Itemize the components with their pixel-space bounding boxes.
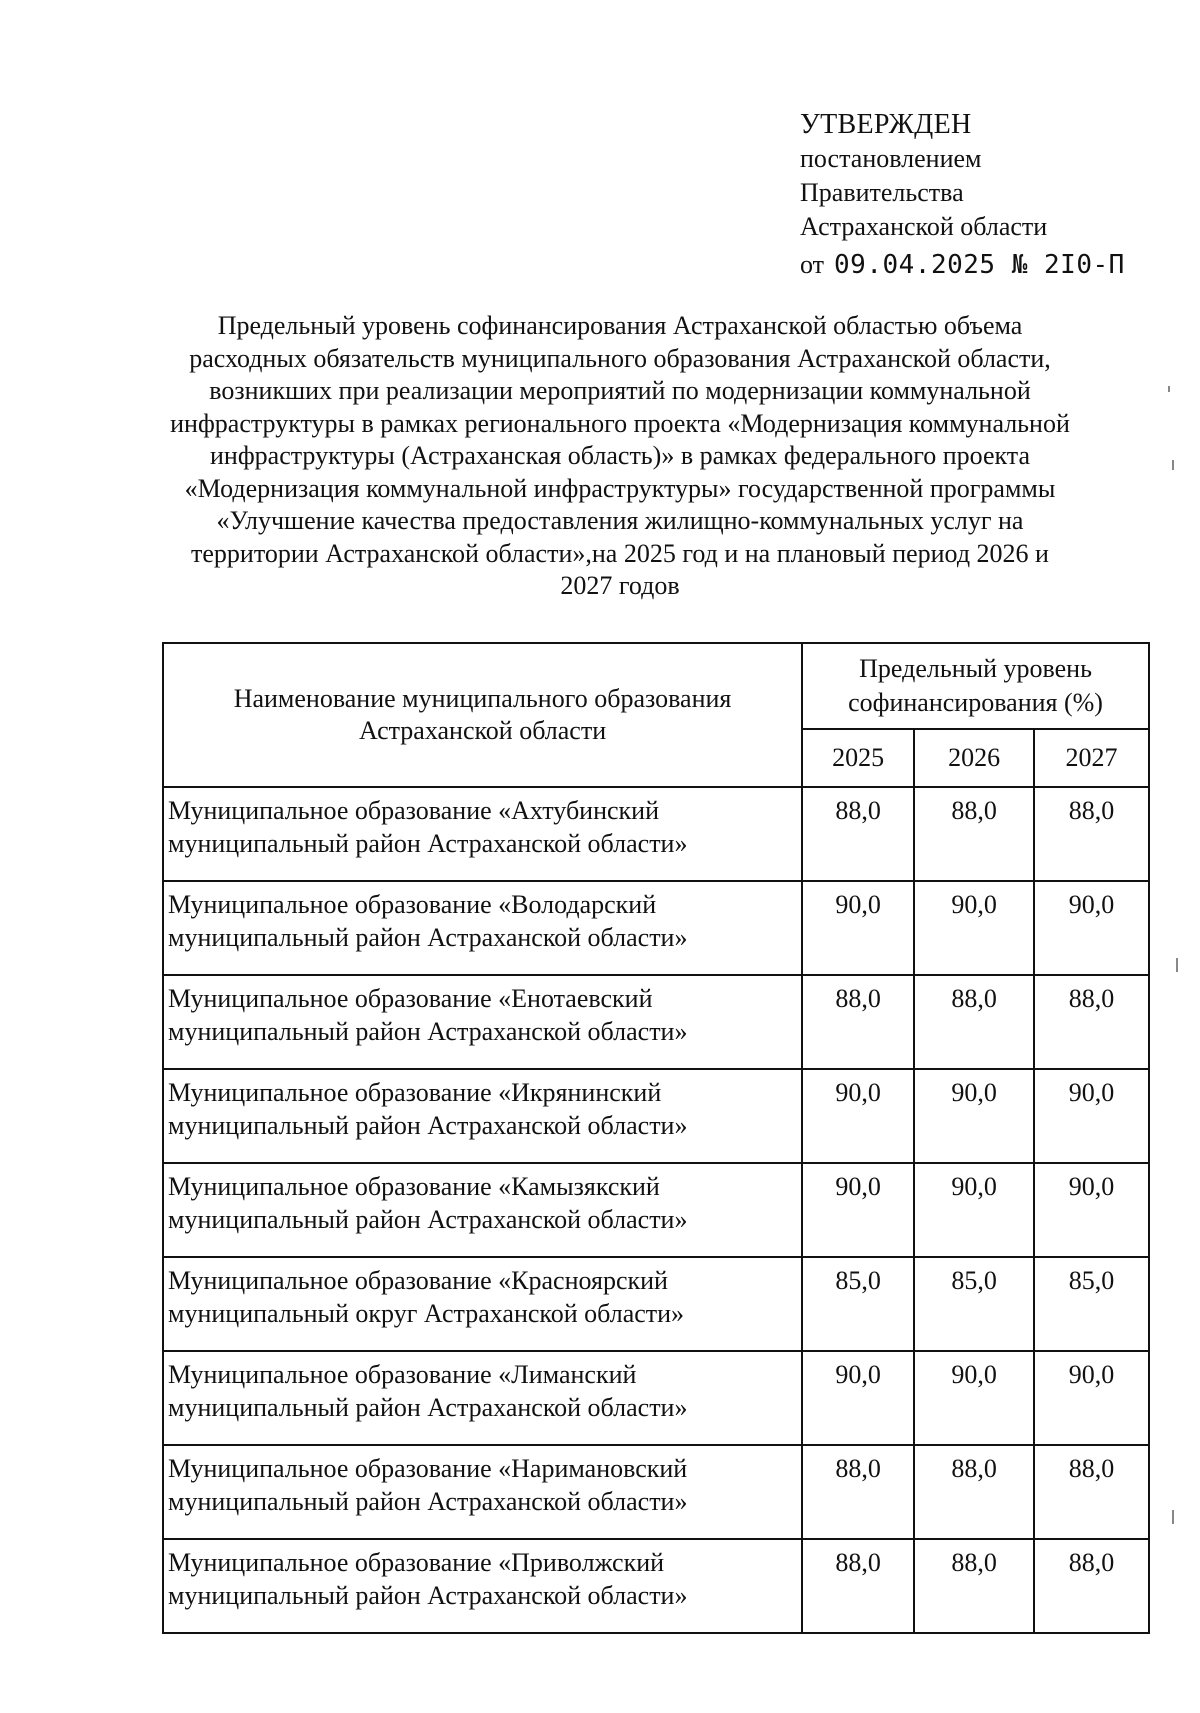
table-row xyxy=(163,1257,1149,1351)
table-row xyxy=(163,1069,1149,1163)
cofinancing-value-2026: 90,0 xyxy=(914,881,1034,975)
cofinancing-table xyxy=(162,642,1150,1634)
scan-speck xyxy=(1172,1510,1174,1524)
cofinancing-value-2025: 88,0 xyxy=(802,1445,914,1539)
decree-date-number: 09.04.2025 № 2I0-П xyxy=(834,250,1125,280)
cofinancing-value-2026: 90,0 xyxy=(914,1351,1034,1445)
year-header-2027: 2027 xyxy=(1034,729,1149,787)
cofinancing-level-header: Предельный уровень софинансирования (%) xyxy=(802,643,1149,729)
cofinancing-value-2025: 85,0 xyxy=(802,1257,914,1351)
cofinancing-value-2025: 88,0 xyxy=(802,787,914,881)
approval-line-2: Правительства xyxy=(800,178,964,207)
cofinancing-value-2025: 90,0 xyxy=(802,881,914,975)
cofinancing-value-2026: 88,0 xyxy=(914,787,1034,881)
cofinancing-value-2026: 88,0 xyxy=(914,975,1034,1069)
table-row xyxy=(163,1351,1149,1445)
municipality-name: Муниципальное образование «Приволжский муниципальный район Астраханской области» xyxy=(163,1539,802,1633)
table-body xyxy=(163,787,1149,1633)
cofinancing-value-2027: 88,0 xyxy=(1034,1445,1149,1539)
cofinancing-value-2026: 90,0 xyxy=(914,1069,1034,1163)
year-header-2026: 2026 xyxy=(914,729,1034,787)
table-row xyxy=(163,1163,1149,1257)
cofinancing-value-2027: 90,0 xyxy=(1034,1069,1149,1163)
municipality-name: Муниципальное образование «Икрянинский муниципальный район Астраханской области» xyxy=(163,1069,802,1163)
municipality-name: Муниципальное образование «Лиманский муниципальный район Астраханской области» xyxy=(163,1351,802,1445)
approval-line-1: постановлением xyxy=(800,144,982,173)
cofinancing-value-2027: 85,0 xyxy=(1034,1257,1149,1351)
cofinancing-value-2025: 90,0 xyxy=(802,1069,914,1163)
table-row xyxy=(163,1539,1149,1633)
scan-speck xyxy=(1172,460,1174,470)
municipality-name: Муниципальное образование «Красноярский муниципальный округ Астраханской области» xyxy=(163,1257,802,1351)
scan-speck xyxy=(1176,958,1178,972)
cofinancing-value-2025: 90,0 xyxy=(802,1351,914,1445)
document-title: Предельный уровень софинансирования Астраханской областью объема расходных обязательств муниципального образования Астраханской области, возникших при реализации мероприятий по модернизации коммунальной инфраструктуры в рамках регионального проекта «Модернизация коммунальной инфраструктуры (Астраханская область)» в рамках федерального проекта «Модернизация коммунальной инфраструктуры» государственной программы «Улучшение качества предоставления жилищно-коммунальных услуг на территории Астраханской области»,на 2025 год и на плановый период 2026 и 2027 годов xyxy=(170,311,1070,600)
cofinancing-value-2027: 90,0 xyxy=(1034,881,1149,975)
municipality-column-header: Наименование муниципального образования Астраханской области xyxy=(163,643,802,787)
cofinancing-value-2026: 85,0 xyxy=(914,1257,1034,1351)
municipality-name: Муниципальное образование «Володарский муниципальный район Астраханской области» xyxy=(163,881,802,975)
municipality-name: Муниципальное образование «Енотаевский муниципальный район Астраханской области» xyxy=(163,975,802,1069)
cofinancing-value-2025: 90,0 xyxy=(802,1163,914,1257)
date-prefix: от xyxy=(800,250,825,279)
approval-date-line xyxy=(800,248,1125,282)
table-row xyxy=(163,787,1149,881)
cofinancing-value-2025: 88,0 xyxy=(802,975,914,1069)
municipality-name: Муниципальное образование «Ахтубинский муниципальный район Астраханской области» xyxy=(163,787,802,881)
cofinancing-value-2026: 90,0 xyxy=(914,1163,1034,1257)
year-header-2025: 2025 xyxy=(802,729,914,787)
approval-block xyxy=(800,108,1125,282)
header-row xyxy=(163,643,1149,729)
table-row xyxy=(163,975,1149,1069)
cofinancing-value-2027: 88,0 xyxy=(1034,1539,1149,1633)
table-row xyxy=(163,881,1149,975)
approval-line-3: Астраханской области xyxy=(800,212,1048,241)
approval-heading: УТВЕРЖДЕН xyxy=(800,109,972,140)
cofinancing-value-2025: 88,0 xyxy=(802,1539,914,1633)
municipality-name: Муниципальное образование «Наримановский муниципальный район Астраханской области» xyxy=(163,1445,802,1539)
cofinancing-value-2027: 88,0 xyxy=(1034,787,1149,881)
cofinancing-value-2026: 88,0 xyxy=(914,1445,1034,1539)
cofinancing-value-2027: 90,0 xyxy=(1034,1163,1149,1257)
table-row xyxy=(163,1445,1149,1539)
scan-speck xyxy=(1168,386,1170,392)
cofinancing-value-2026: 88,0 xyxy=(914,1539,1034,1633)
cofinancing-value-2027: 90,0 xyxy=(1034,1351,1149,1445)
municipality-name: Муниципальное образование «Камызякский муниципальный район Астраханской области» xyxy=(163,1163,802,1257)
cofinancing-value-2027: 88,0 xyxy=(1034,975,1149,1069)
